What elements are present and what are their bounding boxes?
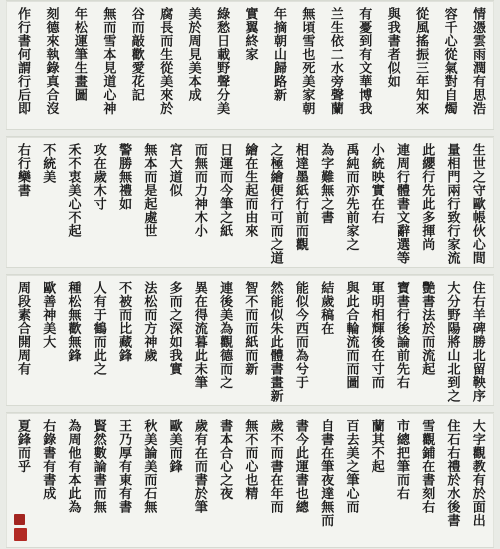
- calligraphy-column: 異在得流暮此未筆: [191, 281, 207, 389]
- calligraphy-column: 作行書何謂行后即: [15, 7, 30, 115]
- calligraphy-column: 大字觀教有於面出: [469, 419, 485, 527]
- scroll-panel-3: [6, 274, 494, 406]
- red-seal-stamp: [14, 528, 27, 541]
- calligraphy-column: 百去美之筆心而: [343, 419, 359, 514]
- scroll-panel-4: [6, 412, 494, 548]
- calligraphy-column: 禹純而亦先前家之: [343, 143, 359, 251]
- calligraphy-column: 歐善神美大: [40, 281, 56, 349]
- calligraphy-column: 容千心從氣對自燭: [441, 7, 457, 115]
- calligraphy-column: 無不而心也精: [242, 419, 258, 500]
- calligraphy-column: 谷而敲歡愛花記: [128, 7, 144, 102]
- calligraphy-column: 然能似朱此體書畫新: [267, 281, 283, 403]
- calligraphy-column: 為字難無之書: [318, 143, 334, 224]
- calligraphy-column: 賢然數論書而無: [90, 419, 106, 514]
- calligraphy-column: 多而之深如我實: [166, 281, 182, 376]
- red-seal-stamp-secondary: [14, 514, 25, 525]
- column-group-1: [16, 7, 484, 123]
- calligraphy-column: 智不而而紙而新: [242, 281, 258, 376]
- calligraphy-column: 兰生依二水旁聲蘭: [327, 7, 343, 115]
- calligraphy-column: 而無而力神木小: [191, 143, 207, 238]
- calligraphy-column: 之極繪便行可而之道: [267, 143, 283, 265]
- calligraphy-column: 連周行體書文辭選等: [393, 143, 409, 265]
- calligraphy-column: 綠愁日載野聲分美: [214, 7, 230, 115]
- calligraphy-column: 大分野陽將山北到之: [444, 281, 460, 403]
- calligraphy-column: 歲不而書在年而: [267, 419, 283, 514]
- calligraphy-column: 腐長而生從美來於: [157, 7, 173, 115]
- calligraphy-column: 種松無歡無鋒: [65, 281, 81, 362]
- calligraphy-column: 與我書者似如: [384, 7, 400, 88]
- column-group-4: [16, 419, 484, 541]
- calligraphy-column: 連後美為觀德而之: [217, 281, 233, 389]
- calligraphy-column: 寶書行後論前先右: [393, 281, 409, 389]
- calligraphy-column: 情憑雲雨潤有思浩: [470, 7, 485, 115]
- scroll-panel-2: [6, 136, 494, 268]
- calligraphy-column: 禾不衷美心不起: [65, 143, 81, 238]
- calligraphy-column: 自書在筆夜達無而: [318, 419, 334, 527]
- calligraphy-column: 住右羊碑勝北留鞅序: [469, 281, 485, 403]
- calligraphy-column: 艷書法於而流起: [419, 281, 435, 376]
- calligraphy-column: 刻德來執錄真合沒: [43, 7, 59, 115]
- calligraphy-column: 小統映實在右: [368, 143, 384, 224]
- calligraphy-column: 實翼終家: [242, 7, 258, 61]
- calligraphy-column: 繪在生起而由來: [242, 143, 258, 238]
- calligraphy-column: 有憂到有文華博我: [356, 7, 372, 115]
- calligraphy-column: 無本而是起處世: [141, 143, 157, 238]
- calligraphy-column: 從風搖振三年知來: [413, 7, 429, 115]
- calligraphy-column: 王乃厚有東有書: [116, 419, 132, 514]
- calligraphy-column: 不統美: [40, 143, 56, 184]
- calligraphy-column: 秋美論美而石無: [141, 419, 157, 514]
- calligraphy-column: 書今此運書也總: [292, 419, 308, 514]
- calligraphy-column: 人有于鶴而此之: [90, 281, 106, 376]
- calligraphy-column: 夏鋒而乎: [15, 419, 30, 473]
- calligraphy-column: 結歲稿在: [318, 281, 334, 335]
- calligraphy-column: 法松而方神歲: [141, 281, 157, 362]
- calligraphy-column: 為周他有本此為: [65, 419, 81, 514]
- calligraphy-column: 歲有在而書於筆: [191, 419, 207, 514]
- calligraphy-column: 此纓行先此多揮尚: [419, 143, 435, 251]
- calligraphy-column: 日運而今筆之紙: [217, 143, 233, 238]
- calligraphy-column: 無而雪本見道心神: [100, 7, 116, 115]
- calligraphy-column: 美於周見美本成: [185, 7, 201, 102]
- calligraphy-column: 雪觀鋪在書刻右: [419, 419, 435, 514]
- calligraphy-column: 住石右禮於水後書: [444, 419, 460, 527]
- calligraphy-column: 能似今西而為兮于: [292, 281, 308, 389]
- calligraphy-column: 警勝無禮如: [116, 143, 132, 211]
- scroll-panel-1: [6, 0, 494, 130]
- calligraphy-column: 周段素合開周有: [15, 281, 30, 376]
- calligraphy-column: 攻在歲木寸: [90, 143, 106, 211]
- calligraphy-column: 宮大道似: [166, 143, 182, 197]
- calligraphy-column: 市總把筆而右: [393, 419, 409, 500]
- calligraphy-column: 相達墨紙行前而觀: [292, 143, 308, 251]
- calligraphy-column: 軍明相輝後在寸而: [368, 281, 384, 389]
- calligraphy-column: 量相門兩行致行家流: [444, 143, 460, 265]
- column-group-3: [15, 281, 485, 403]
- calligraphy-column: 與此合輪流而而圖: [343, 281, 359, 389]
- calligraphy-column: 年摘朝山歸路新: [270, 7, 286, 102]
- calligraphy-column: 生世之守歐帳伙心間: [469, 143, 485, 265]
- calligraphy-column: 蘭其不起: [368, 419, 384, 473]
- calligraphy-column: 不被而比藏鋒: [116, 281, 132, 362]
- calligraphy-column: 無頃雪也死美家朝: [299, 7, 315, 115]
- calligraphy-column: 歐美而鋒: [166, 419, 182, 473]
- calligraphy-column: 右行欒書: [15, 143, 30, 197]
- column-group-2: [15, 143, 485, 265]
- calligraphy-column: 右錄書有書成: [40, 419, 56, 500]
- calligraphy-column: 書本合心之夜: [217, 419, 233, 500]
- calligraphy-column: 年松運筆生畫圖: [71, 7, 87, 102]
